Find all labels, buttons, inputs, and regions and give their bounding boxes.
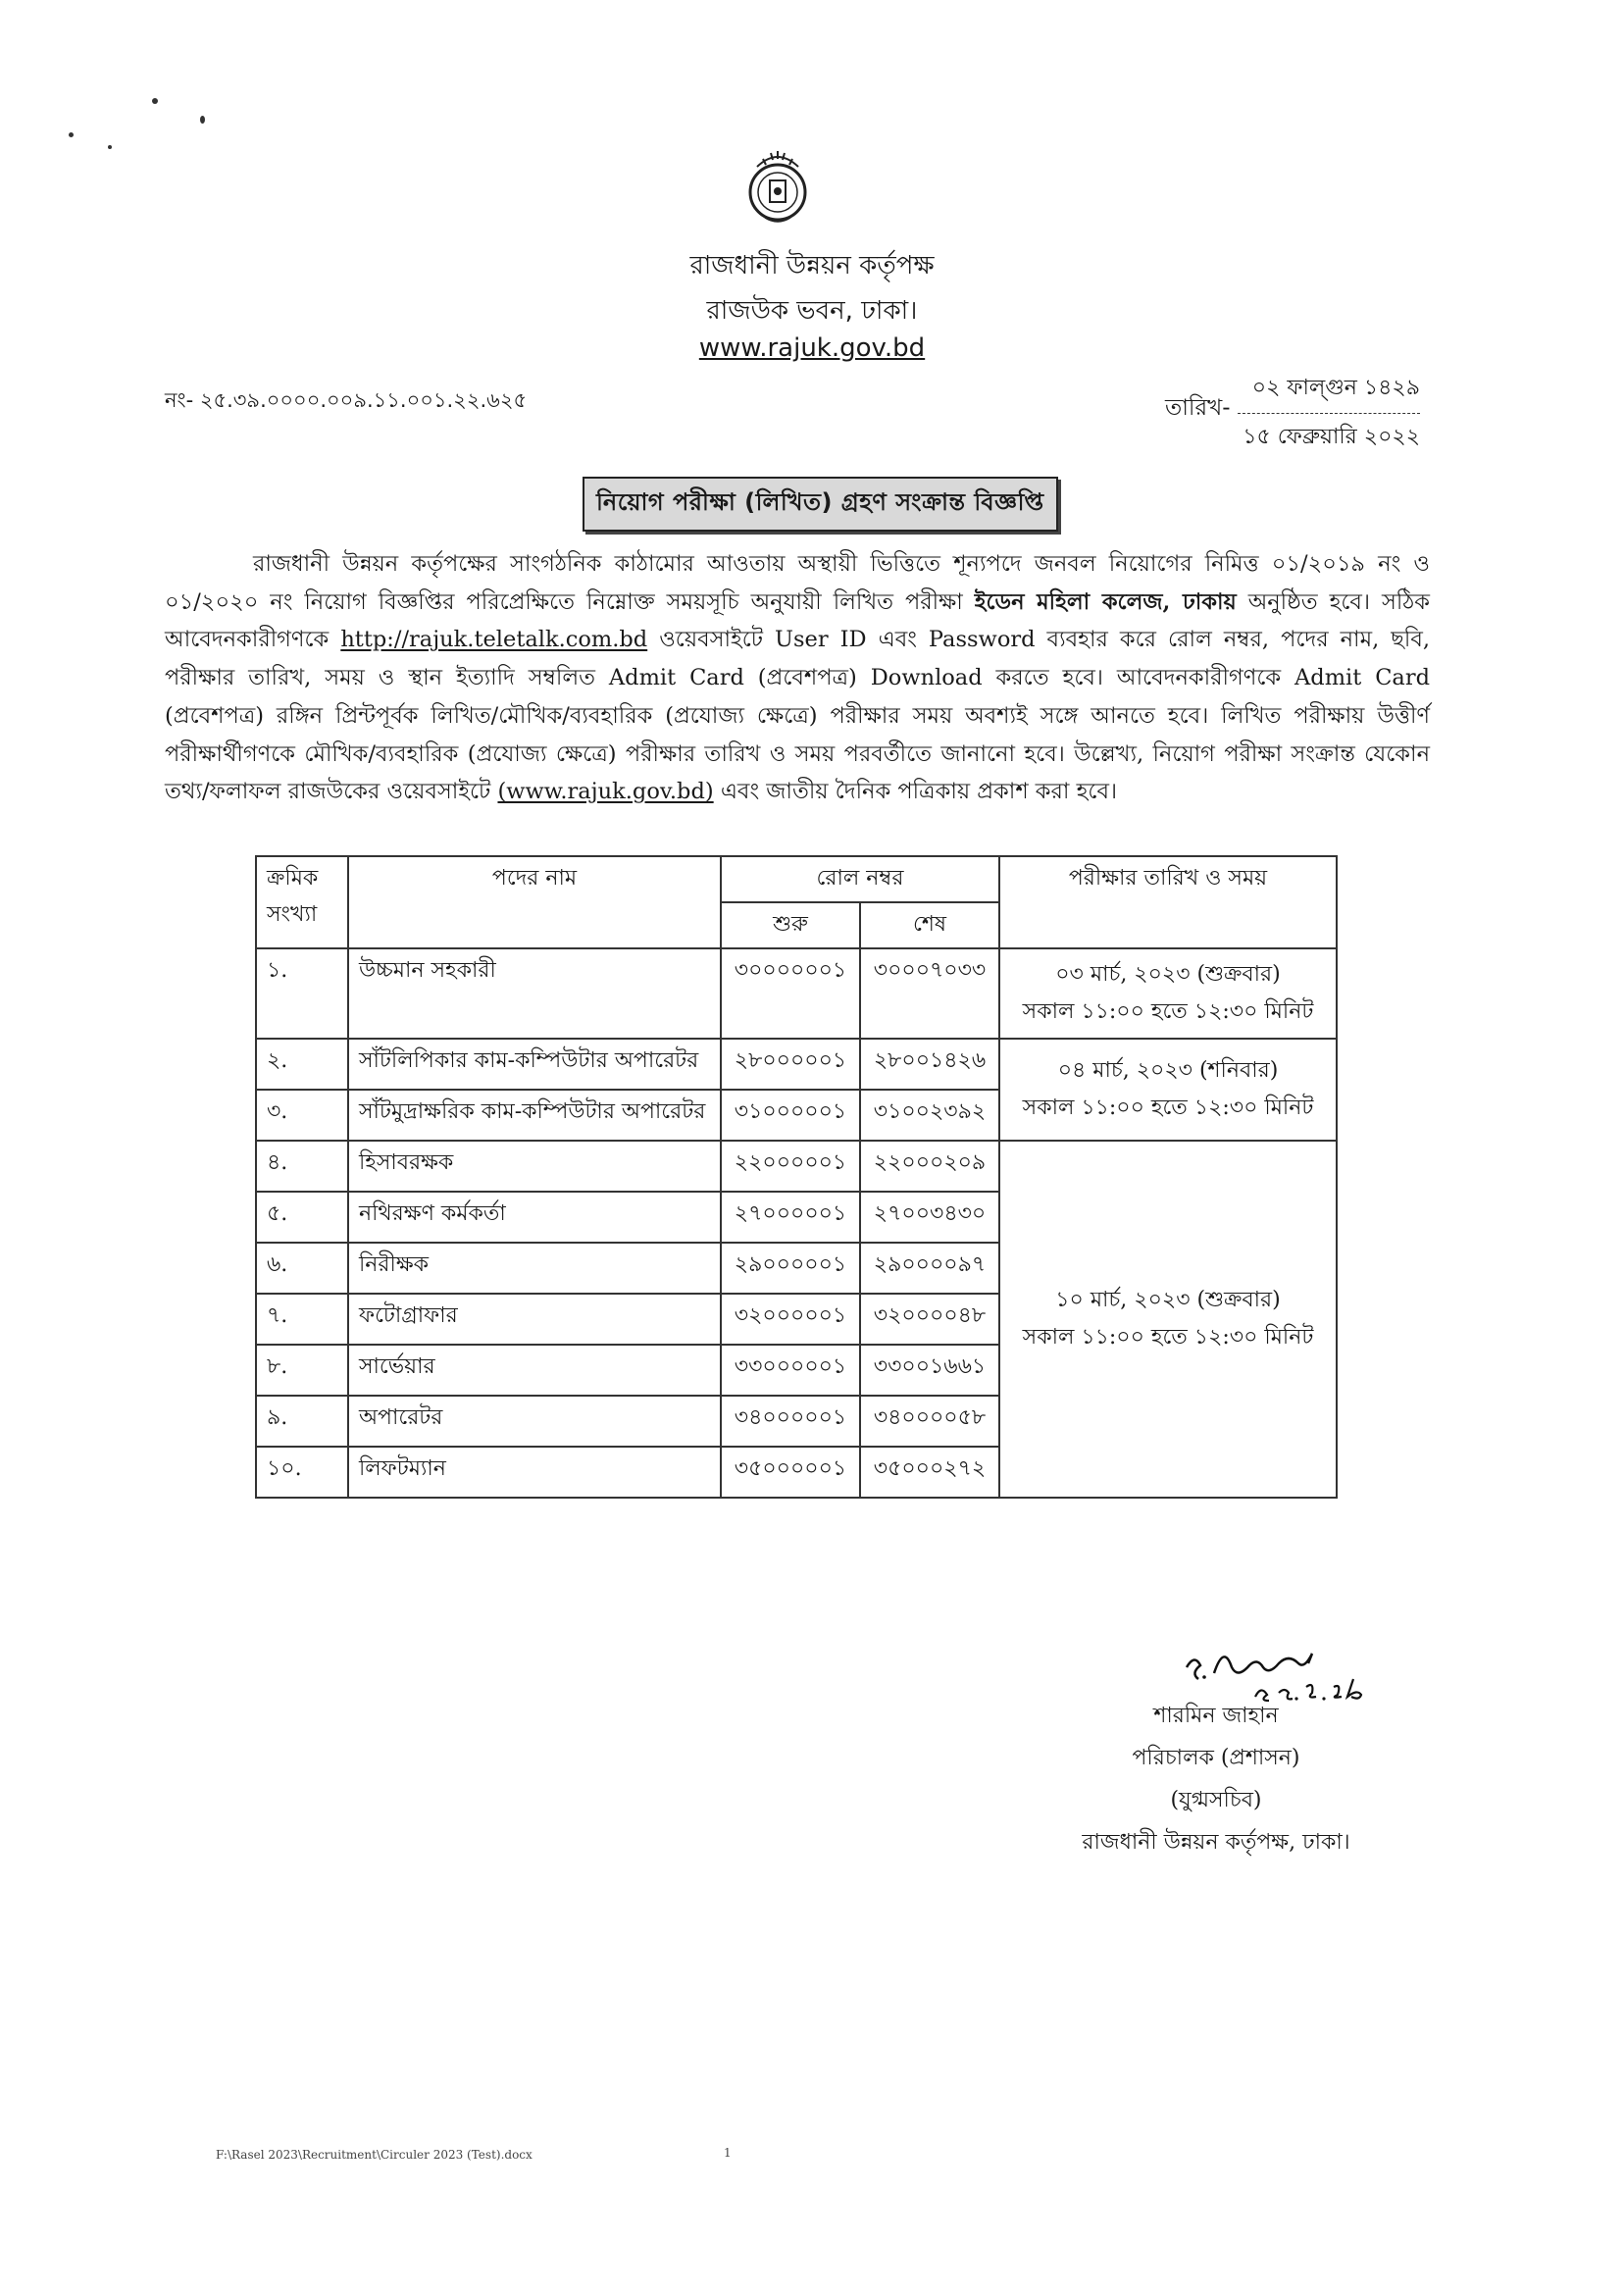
body-text: ওয়েবসাইটে User ID এবং Password ব্যবহার করে রোল নম্বর, পদের নাম, ছবি, পরীক্ষার তারিখ, সময় ও স্থান ইত্যাদি সম্বলিত Admit Card (প্রবেশপত্র) Download করতে হবে। আবেদনকারীগণকে Admit Card (প্রবেশপত্র) রঙ্গিন প্রিন্টপূর্বক লিখিত/মৌখিক/ব্যবহারিক (প্রযোজ্য ক্ষেত্রে) পরীক্ষার সময় অবশ্যই সঙ্গে আনতে হবে। লিখিত পরীক্ষায় উত্তীর্ণ পরীক্ষার্থীগণকে মৌখিক/ব্যবহারিক (প্রযোজ্য ক্ষেত্রে) পরীক্ষার তারিখ ও সময় পরবর্তীতে জানানো হবে। উল্লেখ্য, নিয়োগ পরীক্ষা সংক্রান্ত যেকোন তথ্য/ফলাফল রাজউকের ওয়েবসাইটে <box>165 627 1430 805</box>
row-roll-start: ২৭০০০০০১ <box>721 1192 860 1243</box>
schedule-cell <box>999 948 1337 1039</box>
exam-schedule-table <box>255 855 1338 1499</box>
row-roll-end: ৩২০০০০৪৮ <box>860 1294 999 1345</box>
row-serial: ৪. <box>256 1141 348 1192</box>
table-header-row <box>256 856 1337 902</box>
row-roll-end: ২২০০০২০৯ <box>860 1141 999 1192</box>
row-serial: ৭. <box>256 1294 348 1345</box>
schedule-time: সকাল ১১:০০ হতে ১২:৩০ মিনিট <box>1022 1096 1314 1120</box>
scan-speck <box>200 116 205 124</box>
schedule-date: ১০ মার্চ, ২০২৩ (শুক্রবার) <box>1055 1288 1281 1312</box>
body-text: এবং জাতীয় দৈনিক পত্রিকায় প্রকাশ করা হবে। <box>720 779 1118 805</box>
schedule-date: ০৩ মার্চ, ২০২৩ (শুক্রবার) <box>1055 962 1281 987</box>
row-roll-end: ৩৫০০০২৭২ <box>860 1447 999 1498</box>
row-roll-start: ৩০০০০০০১ <box>721 948 860 1039</box>
rajuk-website-link[interactable]: (www.rajuk.gov.bd) <box>497 779 714 805</box>
row-post: লিফটম্যান <box>348 1447 721 1498</box>
row-roll-start: ২২০০০০০১ <box>721 1141 860 1192</box>
exam-venue: ইডেন মহিলা কলেজ, ঢাকায় <box>974 588 1237 615</box>
schedule-cell <box>999 1039 1337 1141</box>
header-serial-line2: সংখ্যা <box>267 902 318 927</box>
signatory-name: শারমিন জাহান <box>1153 1704 1279 1728</box>
header-roll-end: শেষ <box>860 902 999 948</box>
row-roll-end: ৩০০০৭০৩৩ <box>860 948 999 1039</box>
row-serial: ১. <box>256 948 348 1039</box>
org-name: রাজধানী উন্নয়ন কর্তৃপক্ষ <box>689 251 935 280</box>
table-row <box>256 1039 1337 1090</box>
teletalk-link[interactable]: http://rajuk.teletalk.com.bd <box>340 627 648 653</box>
notice-body <box>165 545 1430 811</box>
row-post: সার্ভেয়ার <box>348 1345 721 1396</box>
row-roll-start: ৩৩০০০০০১ <box>721 1345 860 1396</box>
table-row <box>256 948 1337 1039</box>
date-bangla: ০২ ফাল্গুন ১৪২৯ <box>1238 371 1420 414</box>
header-post: পদের নাম <box>348 856 721 948</box>
row-serial: ৯. <box>256 1396 348 1447</box>
row-post: নথিরক্ষণ কর্মকর্তা <box>348 1192 721 1243</box>
row-post: সাঁটমুদ্রাক্ষরিক কাম-কম্পিউটার অপারেটর <box>348 1090 721 1141</box>
signatory-office: রাজধানী উন্নয়ন কর্তৃপক্ষ, ঢাকা। <box>1082 1830 1350 1855</box>
row-roll-start: ৩২০০০০০১ <box>721 1294 860 1345</box>
row-post: অপারেটর <box>348 1396 721 1447</box>
header-date: পরীক্ষার তারিখ ও সময় <box>999 856 1337 948</box>
org-website-link[interactable]: www.rajuk.gov.bd <box>698 333 926 363</box>
body-text: অনুষ্ঠিত হবে। সঠিক আবেদনকারীগণকে <box>165 588 1431 653</box>
signatory-designation: পরিচালক (প্রশাসন) <box>1132 1746 1300 1770</box>
row-serial: ৮. <box>256 1345 348 1396</box>
row-serial: ৫. <box>256 1192 348 1243</box>
row-post: ফটোগ্রাফার <box>348 1294 721 1345</box>
signatory-rank: (যুগ্মসচিব) <box>1170 1788 1262 1812</box>
footer-page-number: 1 <box>724 2146 732 2160</box>
header-roll: রোল নম্বর <box>721 856 999 902</box>
row-serial: ৩. <box>256 1090 348 1141</box>
row-roll-end: ২৮০০১৪২৬ <box>860 1039 999 1090</box>
header-roll-start: শুরু <box>721 902 860 948</box>
row-roll-start: ২৯০০০০০১ <box>721 1243 860 1294</box>
row-roll-end: ২৭০০৩৪৩০ <box>860 1192 999 1243</box>
notice-title: নিয়োগ পরীক্ষা (লিখিত) গ্রহণ সংক্রান্ত বিজ্ঞপ্তি <box>583 477 1058 532</box>
footer-file-path: F:\Rasel 2023\Recruitment\Circuler 2023 (Test).docx <box>216 2148 533 2162</box>
row-serial: ১০. <box>256 1447 348 1498</box>
row-roll-start: ৩১০০০০০১ <box>721 1090 860 1141</box>
schedule-time: সকাল ১১:০০ হতে ১২:৩০ মিনিট <box>1022 1325 1314 1350</box>
row-roll-start: ৩৪০০০০০১ <box>721 1396 860 1447</box>
schedule-cell <box>999 1141 1337 1498</box>
schedule-time: সকাল ১১:০০ হতে ১২:৩০ মিনিট <box>1022 999 1314 1024</box>
rajuk-seal-logo <box>743 145 812 229</box>
row-roll-end: ৩১০০২৩৯২ <box>860 1090 999 1141</box>
header-serial-line1: ক্রমিক <box>267 866 319 891</box>
scan-speck <box>108 145 112 149</box>
row-roll-end: ৩৩০০১৬৬১ <box>860 1345 999 1396</box>
row-roll-end: ৩৪০০০০৫৮ <box>860 1396 999 1447</box>
date-gregorian: ১৫ ফেব্রুয়ারি ২০২২ <box>1243 425 1420 449</box>
table-row <box>256 1141 1337 1192</box>
memo-number: নং- ২৫.৩৯.০০০০.০০৯.১১.০০১.২২.৬২৫ <box>165 388 528 412</box>
header-serial <box>256 856 348 948</box>
row-roll-start: ২৮০০০০০১ <box>721 1039 860 1090</box>
date-label: তারিখ- <box>1165 395 1231 421</box>
row-roll-end: ২৯০০০০৯৭ <box>860 1243 999 1294</box>
body-text: রাজধানী উন্নয়ন কর্তৃপক্ষের সাংগঠনিক কাঠামোর আওতায় অস্থায়ী ভিত্তিতে শূন্যপদে জনবল নিয়োগের নিমিত্ত ০১/২০১৯ নং ও ০১/২০২০ নং নিয়োগ বিজ্ঞপ্তির পরিপ্রেক্ষিতে নিম্নোক্ত সময়সূচি অনুযায়ী লিখিত পরীক্ষা <box>165 551 1430 615</box>
scan-speck <box>152 98 158 104</box>
row-post: সাঁটলিপিকার কাম-কম্পিউটার অপারেটর <box>348 1039 721 1090</box>
date-block <box>1238 371 1420 456</box>
row-roll-start: ৩৫০০০০০১ <box>721 1447 860 1498</box>
signature-block <box>1059 1695 1373 1863</box>
row-serial: ৬. <box>256 1243 348 1294</box>
org-address: রাজউক ভবন, ঢাকা। <box>706 296 918 326</box>
row-post: হিসাবরক্ষক <box>348 1141 721 1192</box>
scan-speck <box>69 132 74 137</box>
row-serial: ২. <box>256 1039 348 1090</box>
schedule-date: ০৪ মার্চ, ২০২৩ (শনিবার) <box>1057 1058 1279 1083</box>
row-post: নিরীক্ষক <box>348 1243 721 1294</box>
row-post: উচ্চমান সহকারী <box>348 948 721 1039</box>
